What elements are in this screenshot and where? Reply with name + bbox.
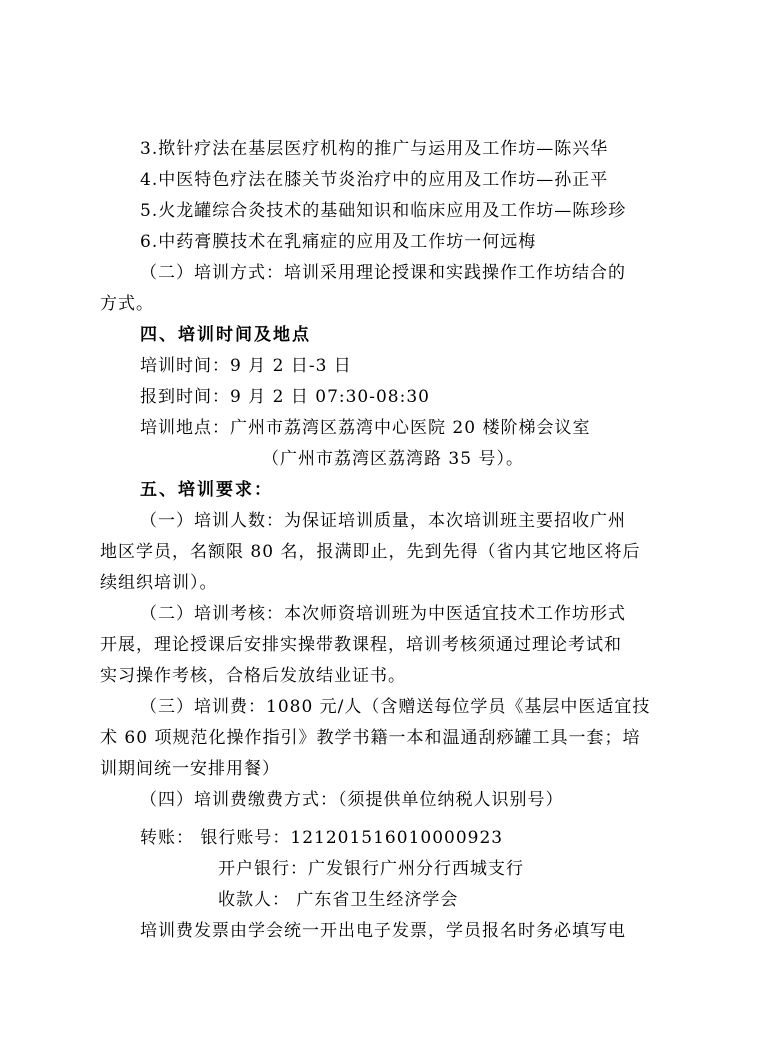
training-method-line-2: 方式。	[100, 294, 154, 314]
req-2-line-3: 实习操作考核，合格后发放结业证书。	[100, 666, 406, 686]
invoice-note: 培训费发票由学会统一开出电子发票，学员报名时务必填写电	[140, 921, 626, 941]
course-item-6: 6.中药膏膜技术在乳痛症的应用及工作坊一何远梅	[140, 232, 537, 252]
register-time: 报到时间：9 月 2 日 07:30-08:30	[140, 387, 430, 407]
req-2-line-2: 开展，理论授课后安排实操带教课程，培训考核须通过理论考试和	[100, 635, 622, 655]
bank-name: 开户银行：广发银行广州分行西城支行	[218, 859, 524, 879]
req-1-line-3: 续组织培训）。	[100, 573, 218, 593]
req-3-line-1: （三）培训费：1080 元/人（含赠送每位学员《基层中医适宜技	[140, 697, 651, 717]
training-address: （广州市荔湾区荔湾路 35 号）。	[262, 449, 524, 469]
req-4-line-1: （四）培训费缴费方式：（须提供单位纳税人识别号）	[140, 790, 564, 810]
req-1-line-1: （一）培训人数：为保证培训质量，本次培训班主要招收广州	[140, 511, 626, 531]
req-1-line-2: 地区学员，名额限 80 名，报满即止，先到先得（省内其它地区将后	[100, 542, 641, 562]
training-time: 培训时间：9 月 2 日-3 日	[140, 356, 352, 376]
req-2-line-1: （二）培训考核：本次师资培训班为中医适宜技术工作坊形式	[140, 604, 626, 624]
course-item-5: 5.火龙罐综合灸技术的基础知识和临床应用及工作坊—陈珍珍	[140, 201, 627, 221]
payee: 收款人： 广东省卫生经济学会	[218, 890, 459, 910]
bank-account: 转账： 银行账号：121201516010000923	[140, 828, 504, 848]
section-4-heading: 四、培训时间及地点	[140, 325, 311, 345]
section-5-heading: 五、培训要求：	[140, 480, 273, 500]
training-method-line-1: （二）培训方式：培训采用理论授课和实践操作工作坊结合的	[140, 263, 626, 283]
req-3-line-3: 训期间统一安排用餐）	[100, 759, 280, 779]
req-3-line-2: 术 60 项规范化操作指引》教学书籍一本和温通刮痧罐工具一套；培	[100, 728, 641, 748]
course-item-4: 4.中医特色疗法在膝关节炎治疗中的应用及工作坊—孙正平	[140, 170, 609, 190]
course-item-3: 3.揿针疗法在基层医疗机构的推广与运用及工作坊—陈兴华	[140, 139, 609, 159]
training-location: 培训地点：广州市荔湾区荔湾中心医院 20 楼阶梯会议室	[140, 418, 591, 438]
